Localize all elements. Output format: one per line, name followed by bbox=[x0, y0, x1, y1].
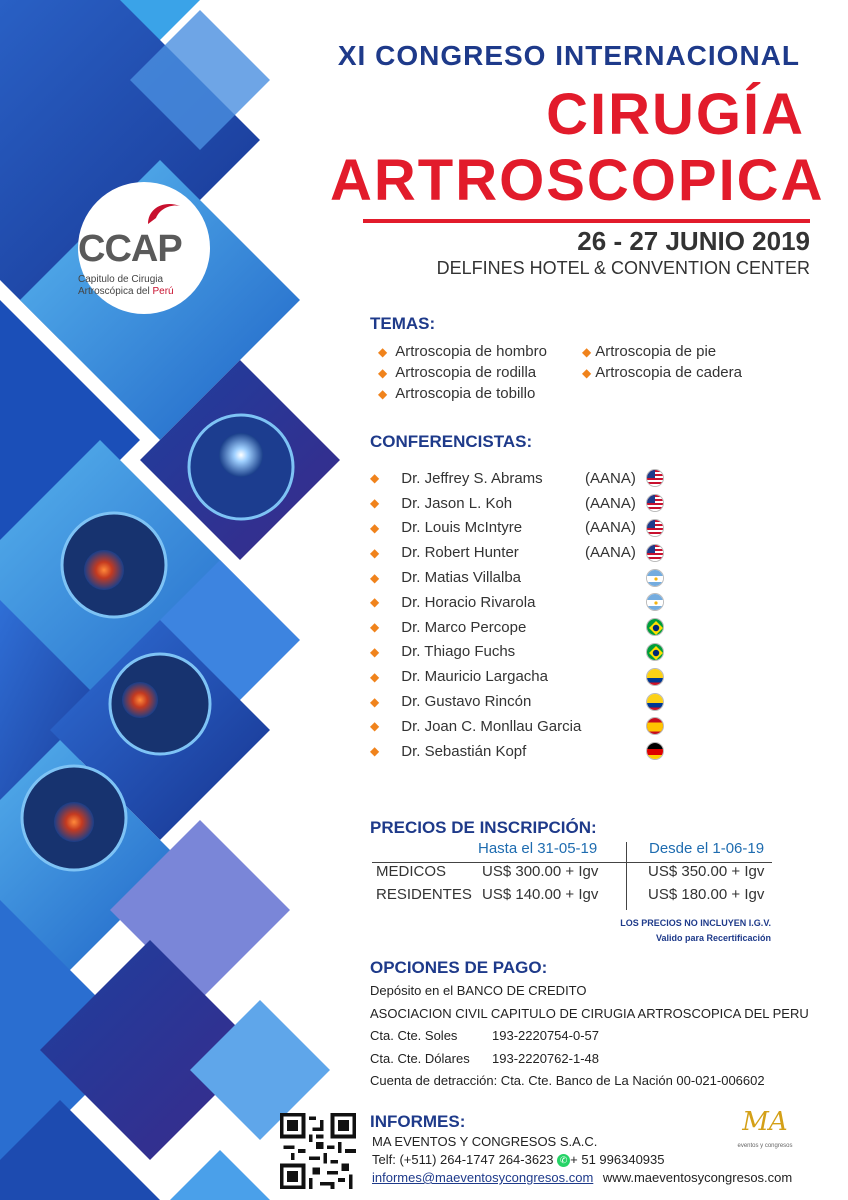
brazil-flag-icon bbox=[646, 618, 664, 636]
prices-heading: PRECIOS DE INSCRIPCIÓN: bbox=[370, 818, 597, 837]
speaker-item bbox=[370, 590, 670, 615]
tema-label: Artroscopia de cadera bbox=[595, 364, 742, 381]
price-label: RESIDENTES bbox=[376, 886, 472, 903]
speaker-association: (AANA) bbox=[585, 519, 636, 537]
speaker-item bbox=[370, 516, 670, 541]
usa-flag-icon bbox=[646, 469, 664, 487]
speaker-name: Dr. Jason L. Koh bbox=[401, 494, 513, 512]
price-label: MEDICOS bbox=[376, 863, 447, 880]
ccap-logo bbox=[78, 210, 218, 300]
speakers-heading: CONFERENCISTAS: bbox=[370, 432, 533, 451]
bullet-diamond-icon: ◆ bbox=[370, 644, 380, 659]
account-label: Cta. Cte. Dólares bbox=[370, 1050, 470, 1066]
bullet-diamond-icon: ◆ bbox=[370, 496, 380, 511]
speaker-name: Dr. Robert Hunter bbox=[401, 544, 519, 562]
phones: Telf: (+511) 264-1747 264-3623 bbox=[372, 1152, 554, 1167]
table-row bbox=[372, 886, 772, 909]
account-dolares bbox=[370, 1048, 809, 1071]
contact-info bbox=[372, 1133, 792, 1187]
payment-line: Depósito en el BANCO DE CREDITO bbox=[370, 983, 587, 998]
title-divider bbox=[363, 219, 810, 223]
logo-line2-highlight: Perú bbox=[152, 286, 174, 297]
speaker-name: Dr. Louis McIntyre bbox=[401, 519, 523, 537]
usa-flag-icon bbox=[646, 494, 664, 512]
speaker-name: Dr. Matias Villalba bbox=[401, 569, 522, 587]
web-line bbox=[372, 1169, 792, 1187]
speaker-item bbox=[370, 640, 670, 665]
title-line-2: ARTROSCOPICA bbox=[330, 148, 825, 213]
price-header-row bbox=[372, 840, 772, 863]
tema-item bbox=[378, 364, 536, 381]
colombia-flag-icon bbox=[646, 693, 664, 711]
bullet-diamond-icon: ◆ bbox=[378, 366, 388, 380]
payment-line: Cuenta de detracción: Cta. Cte. Banco de La Nación 00-021-006602 bbox=[370, 1073, 765, 1088]
bullet-diamond-icon: ◆ bbox=[370, 520, 380, 535]
title-line-1: CIRUGÍA bbox=[546, 82, 805, 147]
price-col-late: Desde el 1-06-19 bbox=[649, 840, 765, 857]
account-label: Cta. Cte. Soles bbox=[370, 1028, 458, 1043]
tema-label: Artroscopia de hombro bbox=[395, 343, 547, 360]
ma-logo-sub: eventos y congresos bbox=[737, 1143, 793, 1149]
whatsapp-icon: ✆ bbox=[557, 1154, 570, 1167]
tema-item bbox=[582, 343, 716, 360]
bullet-diamond-icon: ◆ bbox=[370, 669, 380, 684]
speaker-name: Dr. Horacio Rivarola bbox=[401, 593, 536, 611]
germany-flag-icon bbox=[646, 742, 664, 760]
bullet-diamond-icon: ◆ bbox=[370, 719, 380, 734]
speaker-item bbox=[370, 615, 670, 640]
tema-item bbox=[378, 385, 535, 402]
logo-swoosh-icon bbox=[144, 200, 184, 228]
spain-flag-icon bbox=[646, 717, 664, 735]
speaker-name: Dr. Gustavo Rincón bbox=[401, 693, 532, 711]
price-table bbox=[372, 840, 772, 909]
qr-code-icon bbox=[280, 1113, 356, 1189]
website-link[interactable]: www.maeventosycongresos.com bbox=[602, 1170, 793, 1185]
account-number: 193-2220754-0-57 bbox=[492, 1028, 599, 1043]
price-note-igv: LOS PRECIOS NO INCLUYEN I.G.V. bbox=[620, 918, 771, 928]
speaker-item bbox=[370, 714, 670, 739]
argentina-flag-icon bbox=[646, 593, 664, 611]
email-link[interactable]: informes@maeventosycongresos.com bbox=[372, 1170, 594, 1185]
price-early: US$ 140.00 + Igv bbox=[482, 886, 599, 903]
usa-flag-icon bbox=[646, 519, 664, 537]
logo-line1: Capitulo de Cirugia bbox=[78, 274, 164, 285]
tema-item bbox=[378, 343, 547, 360]
bullet-diamond-icon: ◆ bbox=[370, 471, 380, 486]
congress-title bbox=[330, 82, 825, 214]
logo-acronym: CCAP bbox=[78, 228, 182, 270]
event-date: 26 - 27 JUNIO 2019 bbox=[577, 226, 810, 256]
logo-line2 bbox=[78, 286, 174, 297]
colombia-flag-icon bbox=[646, 668, 664, 686]
temas-heading: TEMAS: bbox=[370, 314, 436, 333]
phone-line bbox=[372, 1151, 792, 1169]
bullet-diamond-icon: ◆ bbox=[370, 595, 380, 610]
speaker-item bbox=[370, 565, 670, 590]
speaker-item bbox=[370, 689, 670, 714]
brazil-flag-icon bbox=[646, 643, 664, 661]
event-venue: DELFINES HOTEL & CONVENTION CENTER bbox=[436, 258, 810, 278]
tema-label: Artroscopia de tobillo bbox=[395, 385, 536, 402]
price-note-recert: Valido para Recertificación bbox=[655, 933, 771, 943]
speaker-name: Dr. Sebastián Kopf bbox=[401, 742, 527, 760]
table-row bbox=[372, 863, 772, 886]
price-col-early: Hasta el 31-05-19 bbox=[478, 840, 598, 857]
payment-heading: OPCIONES DE PAGO: bbox=[370, 958, 548, 977]
payment-line: ASOCIACION CIVIL CAPITULO DE CIRUGIA ARTROSCOPICA DEL PERU bbox=[370, 1005, 809, 1021]
account-soles bbox=[370, 1025, 809, 1048]
info-heading: INFORMES: bbox=[370, 1112, 466, 1131]
company-name: MA EVENTOS Y CONGRESOS S.A.C. bbox=[372, 1134, 598, 1149]
account-number: 193-2220762-1-48 bbox=[492, 1050, 599, 1066]
bullet-diamond-icon: ◆ bbox=[378, 387, 388, 401]
ma-eventos-logo bbox=[735, 1107, 795, 1157]
price-early: US$ 300.00 + Igv bbox=[482, 863, 599, 880]
speaker-name: Dr. Thiago Fuchs bbox=[401, 643, 516, 661]
speakers-list bbox=[370, 466, 670, 764]
speaker-name: Dr. Marco Percope bbox=[401, 618, 527, 636]
speaker-name: Dr. Joan C. Monllau Garcia bbox=[401, 717, 582, 735]
ma-logo-mark: MA bbox=[742, 1107, 788, 1137]
speaker-item bbox=[370, 540, 670, 565]
speaker-association: (AANA) bbox=[585, 469, 636, 487]
bullet-diamond-icon: ◆ bbox=[370, 694, 380, 709]
bullet-diamond-icon: ◆ bbox=[378, 345, 388, 359]
speaker-item bbox=[370, 466, 670, 491]
logo-line2-text: Artroscópica del bbox=[78, 286, 153, 297]
tema-item bbox=[582, 364, 742, 381]
speaker-association: (AANA) bbox=[585, 544, 636, 562]
bullet-diamond-icon: ◆ bbox=[370, 620, 380, 635]
tema-label: Artroscopia de rodilla bbox=[395, 364, 537, 381]
price-late: US$ 180.00 + Igv bbox=[648, 886, 765, 903]
payment-details bbox=[370, 980, 809, 1093]
bullet-diamond-icon: ◆ bbox=[582, 366, 592, 380]
speaker-item bbox=[370, 491, 670, 516]
congress-subtitle: XI CONGRESO INTERNACIONAL bbox=[337, 40, 800, 71]
speaker-association: (AANA) bbox=[585, 494, 636, 512]
bullet-diamond-icon: ◆ bbox=[370, 744, 380, 759]
speaker-name: Dr. Jeffrey S. Abrams bbox=[401, 469, 543, 487]
bullet-diamond-icon: ◆ bbox=[370, 545, 380, 560]
usa-flag-icon bbox=[646, 544, 664, 562]
bullet-diamond-icon: ◆ bbox=[370, 570, 380, 585]
speaker-item bbox=[370, 739, 670, 764]
bullet-diamond-icon: ◆ bbox=[582, 345, 592, 359]
tema-label: Artroscopia de pie bbox=[595, 343, 717, 360]
speaker-name: Dr. Mauricio Largacha bbox=[401, 668, 548, 686]
price-late: US$ 350.00 + Igv bbox=[648, 863, 765, 880]
decorative-diamond-background bbox=[0, 0, 360, 1200]
whatsapp-number: + 51 996340935 bbox=[570, 1152, 665, 1167]
speaker-item bbox=[370, 664, 670, 689]
argentina-flag-icon bbox=[646, 569, 664, 587]
